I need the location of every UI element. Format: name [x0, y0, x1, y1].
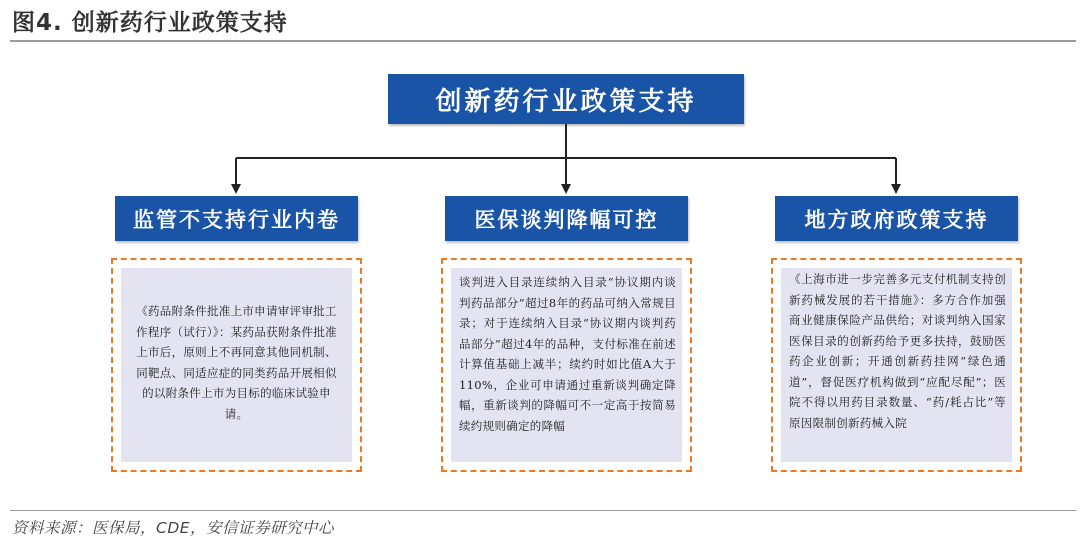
detail-panel-local-policy [781, 268, 1012, 462]
detail-panel-insurance-negotiation [451, 268, 682, 462]
detail-box-local-policy [771, 258, 1022, 472]
source-divider [10, 510, 1076, 511]
detail-box-insurance-negotiation [441, 258, 692, 472]
detail-panel-regulation [121, 268, 352, 462]
root-node-label: 创新药行业政策支持 [435, 86, 697, 117]
figure-title: 图4. 创新药行业政策支持 [12, 10, 288, 36]
category-insurance-negotiation [445, 196, 688, 241]
detail-text-regulation: 《药品附条件批准上市申请审评审批工作程序（试行）》：某药品获附条件批准上市后，原则上不再同意其他同机制、同靶点、同适应症的同类药品开展相似的以附条件上市为目标的临床试验申请。 [136, 304, 337, 421]
detail-text-insurance-negotiation: 谈判进入目录连续纳入目录“协议期内谈判药品部分”超过8年的药品可纳入常规目录；对于连续纳入目录“协议期内谈判药品部分”超过4年的品种，支付标准在前述计算值基础上减半；续约时如比值A大于110%，企业可申请通过重新谈判确定降幅，重新谈判的降幅可不一定高于按简易续约规则确定的降幅 [459, 275, 676, 433]
category-local-policy [775, 196, 1018, 241]
detail-text-local-policy: 《上海市进一步完善多元支付机制支持创新药械发展的若干措施》：多方合作加强商业健康保险产品供给；对谈判纳入国家医保目录的创新药给予更多扶持，鼓励医药企业创新；开通创新药挂网“绿色通道”，督促医疗机构做到“应配尽配”；医院不得以用药目录数量、“药/耗占比”等原因限制创新药械入院 [789, 272, 1006, 430]
source-note: 资料来源：医保局，CDE，安信证券研究中心 [12, 519, 335, 537]
category-regulation [115, 196, 358, 241]
category-regulation-label: 监管不支持行业内卷 [133, 207, 340, 232]
category-insurance-negotiation-label: 医保谈判降幅可控 [474, 207, 659, 232]
category-local-policy-label: 地方政府政策支持 [804, 207, 989, 232]
detail-box-regulation [111, 258, 362, 472]
